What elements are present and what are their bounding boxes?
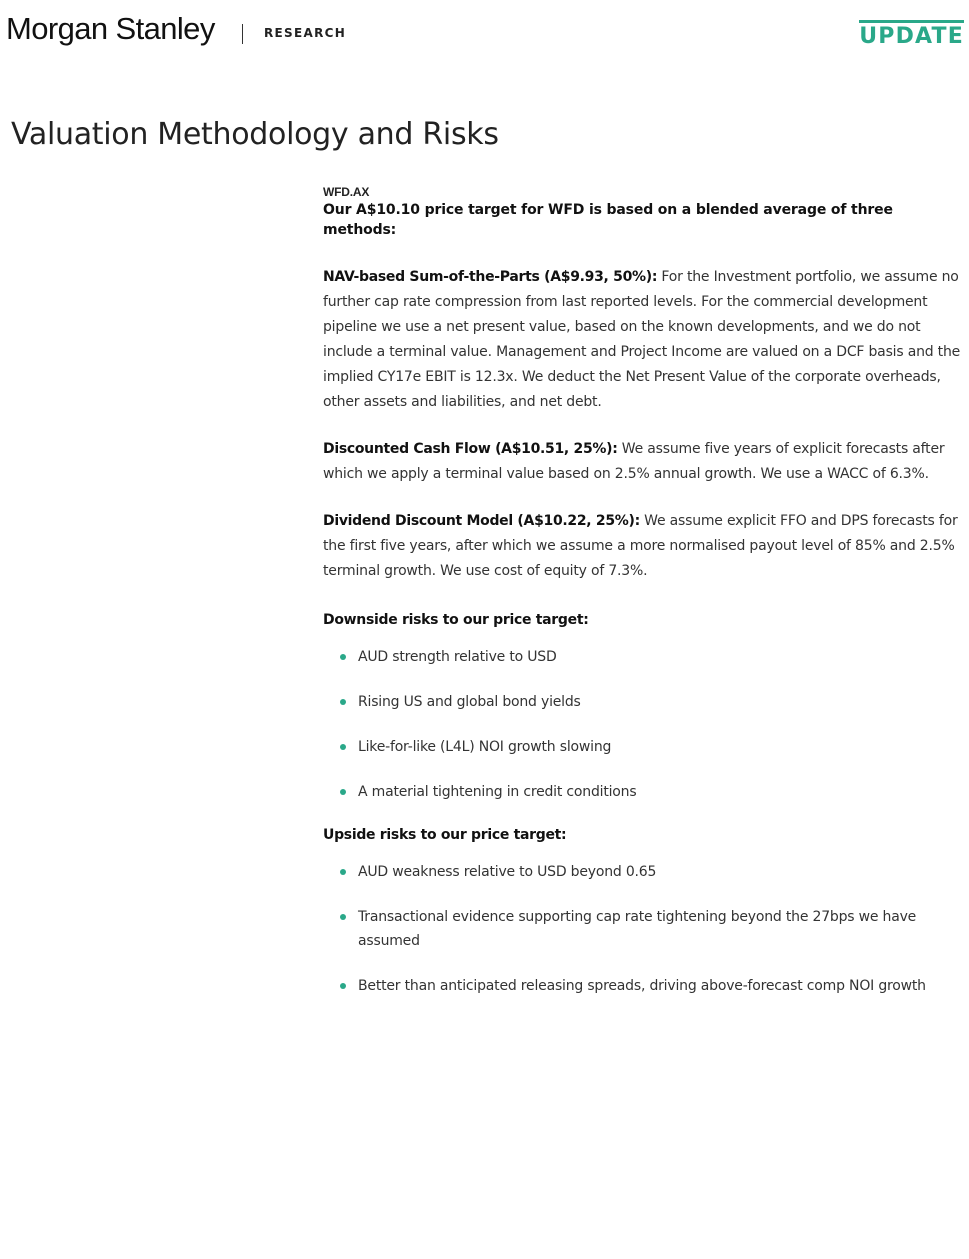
list-item-text: Like-for-like (L4L) NOI growth slowing [358,739,612,755]
list-item-text: Better than anticipated releasing spreads, driving above-forecast comp NOI growth [358,978,926,994]
page-title: Valuation Methodology and Risks [11,117,499,152]
bullet-dot-icon [340,869,346,875]
bullet-dot-icon [340,699,346,705]
downside-risks-heading: Downside risks to our price target: [323,612,589,628]
list-item-text: Rising US and global bond yields [358,694,581,710]
list-item [339,645,963,669]
method-text: We assume explicit FFO and DPS forecasts for the first five years, after which we assume a more normalised payout level of 85% and 2.5% terminal growth. We use cost of equity of 7.3%. [323,513,958,579]
list-item-text: Transactional evidence supporting cap rate tightening beyond the 27bps we have assumed [358,909,917,949]
method-text: For the Investment portfolio, we assume no further cap rate compression from last reported levels. For the commercial development pipeline we use a net present value, based on the known developments, and we do not include a terminal value. Management and Project Income are valued on a DCF basis and the implied CY17e EBIT is 12.3x. We deduct the Net Present Value of the corporate overheads, other assets and liabilities, and net debt. [323,269,961,410]
list-item [339,780,963,804]
upside-risks-heading: Upside risks to our price target: [323,827,567,843]
update-badge: UPDATE [859,20,964,50]
list-item-text: AUD weakness relative to USD beyond 0.65 [358,864,657,880]
method-nav-sotp [323,265,963,415]
list-item [339,690,963,714]
downside-risks-list [339,645,963,804]
list-item-text: AUD strength relative to USD [358,649,557,665]
list-item-text: A material tightening in credit conditions [358,784,637,800]
price-target-intro: Our A$10.10 price target for WFD is based on a blended average of three methods: [323,202,893,238]
method-label: Dividend Discount Model (A$10.22, 25%): [323,513,640,529]
list-item [339,735,963,759]
report-header [0,0,969,60]
upside-risks-list [339,860,963,998]
method-ddm [323,509,963,584]
method-text: We assume five years of explicit forecasts after which we apply a terminal value based on 2.5% annual growth. We use a WACC of 6.3%. [323,441,945,482]
research-label: RESEARCH [264,26,347,40]
method-label: Discounted Cash Flow (A$10.51, 25%): [323,441,618,457]
method-label: NAV-based Sum-of-the-Parts (A$9.93, 50%): [323,269,658,285]
bullet-dot-icon [340,914,346,920]
list-item [339,974,963,998]
bullet-dot-icon [340,789,346,795]
valuation-content [323,185,963,998]
method-dcf [323,437,963,487]
list-item [339,860,963,884]
ticker-label: WFD.AX [323,185,370,199]
list-item [339,905,963,953]
logo-divider [242,24,243,44]
bullet-dot-icon [340,744,346,750]
bullet-dot-icon [340,983,346,989]
morgan-stanley-logo: Morgan Stanley [6,11,215,46]
bullet-dot-icon [340,654,346,660]
